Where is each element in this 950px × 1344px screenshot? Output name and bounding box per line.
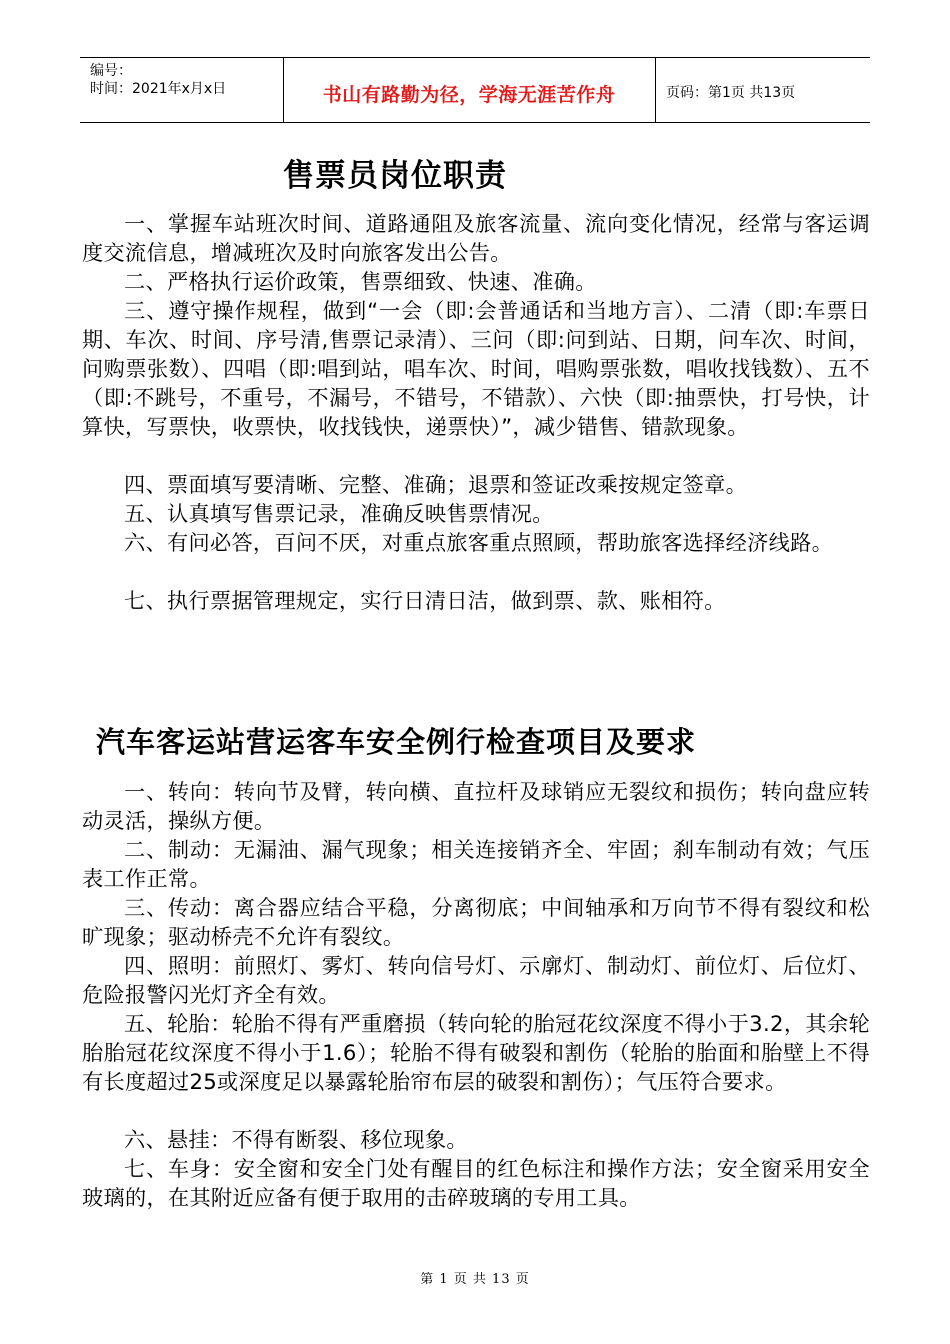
section2-paragraph: 四、照明：前照灯、雾灯、转向信号灯、示廓灯、制动灯、前位灯、后位灯、危险报警闪光灯齐全有效。 <box>82 953 870 1007</box>
section1-paragraph: 一、掌握车站班次时间、道路通阻及旅客流量、流向变化情况，经常与客运调度交流信息，增减班次及时向旅客发出公告。 <box>82 211 870 265</box>
section1-paragraph: 三、遵守操作规程，做到“一会（即:会普通话和当地方言）、二清（即:车票日期、车次、时间、序号清,售票记录清）、三问（即:问到站、日期，问车次、时间，问购票张数）、四唱（即:唱到站，唱车次、时间，唱购票张数，唱收找钱数）、五不（即:不跳号，不重号，不漏号，不错号，不错款）、六快（即:抽票快，打号快，计算快，写票快，收票快，收找钱快，递票快）”，减少错售、错款现象。 <box>82 298 870 439</box>
page-header <box>80 57 870 123</box>
header-meta <box>90 62 226 98</box>
section2-paragraph: 一、转向：转向节及臂，转向横、直拉杆及球销应无裂纹和损伤；转向盘应转动灵活，操纵方便。 <box>82 779 870 833</box>
section1-paragraph: 四、票面填写要清晰、完整、准确；退票和签证改乘按规定签章。 <box>124 472 748 497</box>
section2-paragraph: 二、制动：无漏油、漏气现象；相关连接销齐全、牢固；刹车制动有效；气压表工作正常。 <box>82 837 870 891</box>
page-footer: 第 1 页 共 13 页 <box>420 1272 530 1287</box>
section2-title: 汽车客运站营运客车安全例行检查项目及要求 <box>96 725 697 759</box>
section2-paragraph: 六、悬挂：不得有断裂、移位现象。 <box>124 1127 468 1152</box>
section1-paragraph: 七、执行票据管理规定，实行日清日洁，做到票、款、账相符。 <box>124 588 726 613</box>
section2-paragraph: 三、传动：离合器应结合平稳，分离彻底；中间轴承和万向节不得有裂纹和松旷现象；驱动桥壳不允许有裂纹。 <box>82 895 870 949</box>
header-page-info: 页码：第1页 共13页 <box>666 85 796 101</box>
section1-paragraph: 二、严格执行运价政策，售票细致、快速、准确。 <box>124 269 597 294</box>
section1-title: 售票员岗位职责 <box>283 158 507 194</box>
date-label: 时间：2021年x月x日 <box>90 81 227 97</box>
serial-number-label: 编号： <box>90 63 132 79</box>
section2-paragraph: 五、轮胎：轮胎不得有严重磨损（转向轮的胎冠花纹深度不得小于3.2，其余轮胎胎冠花纹深度不得小于1.6）；轮胎不得有破裂和割伤（轮胎的胎面和胎壁上不得有长度超过25或深度足以暴露轮胎帘布层的破裂和割伤）；气压符合要求。 <box>82 1011 870 1094</box>
section1-paragraph: 六、有问必答，百问不厌，对重点旅客重点照顾，帮助旅客选择经济线路。 <box>124 530 834 555</box>
header-divider <box>655 58 656 122</box>
section1-paragraph: 五、认真填写售票记录，准确反映售票情况。 <box>124 501 554 526</box>
section2-paragraph: 七、车身：安全窗和安全门处有醒目的红色标注和操作方法；安全窗采用安全玻璃的，在其附近应备有便于取用的击碎玻璃的专用工具。 <box>82 1156 870 1210</box>
header-motto: 书山有路勤为径，学海无涯苦作舟 <box>322 84 616 106</box>
